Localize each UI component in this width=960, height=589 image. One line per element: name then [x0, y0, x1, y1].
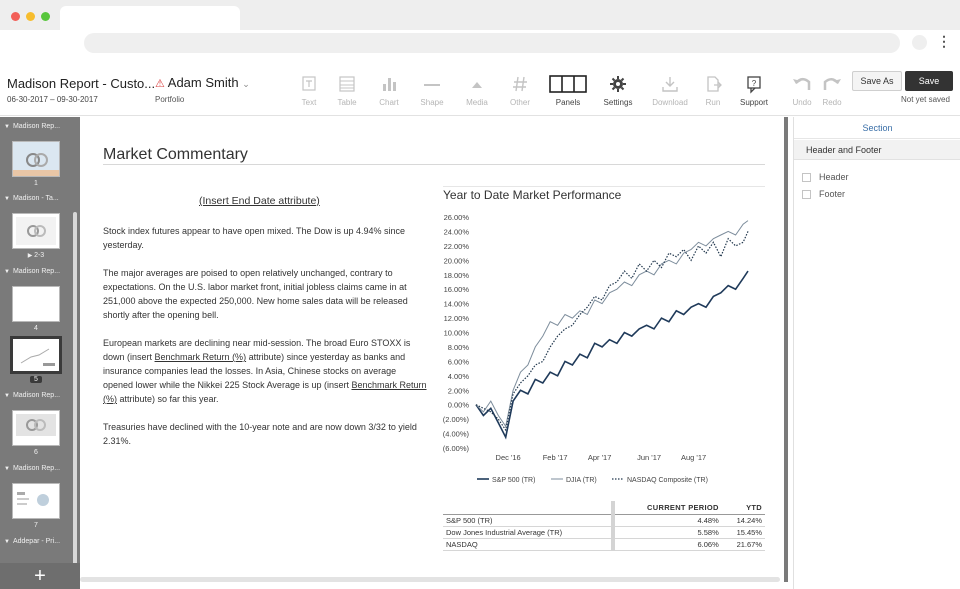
sidebar-section-label: Madison Rep... [12, 268, 61, 275]
end-date-attribute[interactable]: (Insert End Date attribute) [199, 195, 320, 207]
run-icon [704, 74, 722, 94]
canvas-horizontal-scrollbar[interactable] [80, 577, 780, 582]
benchmark-return-attribute[interactable]: Benchmark Return (%) [103, 380, 427, 404]
sidebar-section-4[interactable] [4, 392, 60, 399]
benchmark-return-attribute[interactable]: Benchmark Return (%) [154, 352, 247, 362]
sidebar-scrollbar[interactable] [73, 212, 77, 572]
panels-tool-label: Panels [555, 98, 581, 107]
sidebar-section-3[interactable] [4, 268, 60, 275]
save-status: Not yet saved [901, 95, 950, 104]
legend-label: S&P 500 (TR) [492, 477, 536, 484]
y-tick-label: 6.00% [447, 357, 469, 367]
page-thumbnail-6[interactable] [12, 410, 60, 446]
redo-button[interactable] [810, 74, 854, 107]
page-number [0, 252, 72, 259]
y-tick-label: 22.00% [443, 241, 469, 251]
panels-icon [549, 74, 587, 94]
header-option[interactable] [802, 172, 849, 182]
page-number: 1 [34, 180, 38, 187]
redo-icon [821, 74, 843, 94]
page-number-value: 2-3 [34, 252, 45, 259]
warning-icon: ⚠ [155, 78, 165, 90]
text-icon [300, 74, 318, 94]
footer-checkbox[interactable] [802, 190, 811, 199]
footer-option-label: Footer [819, 189, 846, 199]
media-icon [468, 74, 486, 94]
paragraph-text: European markets are declining near mid-session. The broad Euro STOXX is down (insert [103, 338, 411, 362]
page-number: 4 [34, 325, 38, 332]
series-line-1 [476, 271, 748, 437]
chevron-down-icon: ⌄ [242, 79, 250, 89]
page-thumbnail-1[interactable] [12, 141, 60, 177]
hash-icon [511, 74, 529, 94]
sidebar-section-6[interactable] [4, 538, 60, 545]
sidebar-section-label: Madison Rep... [12, 465, 61, 472]
save-as-button[interactable]: Save As [852, 71, 902, 91]
page-thumbnail-4[interactable] [12, 286, 60, 322]
y-tick-label: 24.00% [443, 227, 469, 237]
sidebar-section-label: Madison Rep... [12, 392, 61, 399]
add-page-button[interactable]: + [0, 563, 80, 589]
maximize-window-icon[interactable] [41, 12, 50, 21]
caret-down-icon: ▼ [4, 393, 10, 399]
run-tool-label: Run [705, 98, 721, 107]
y-tick-label: 10.00% [443, 328, 469, 338]
ytd-performance-chart[interactable] [440, 206, 765, 491]
column-header: CURRENT PERIOD [615, 501, 722, 515]
y-tick-label: 20.00% [443, 256, 469, 266]
support-tool-label: Support [739, 98, 769, 107]
redo-label: Redo [822, 98, 842, 107]
svg-text:?: ? [751, 79, 757, 88]
thumbnail-image [13, 484, 59, 518]
shape-tool-label: Shape [420, 98, 444, 107]
support-tool-button[interactable] [732, 74, 776, 107]
gear-icon [609, 74, 627, 94]
owner-selector[interactable] [155, 75, 250, 90]
date-separator: – [50, 95, 55, 104]
table-icon [338, 74, 356, 94]
download-tool-button[interactable] [648, 74, 692, 107]
shape-tool-button[interactable] [410, 74, 454, 107]
caret-right-icon: ▶ [27, 253, 35, 259]
table-cell: Dow Jones Industrial Average (TR) [443, 527, 611, 539]
x-tick-label: Jun '17 [637, 453, 662, 462]
other-tool-button[interactable] [498, 74, 542, 107]
table-header-row [443, 501, 765, 515]
title-divider [103, 164, 765, 165]
y-tick-label: (2.00%) [442, 415, 469, 425]
thumbnail-image [13, 214, 59, 248]
paragraph-treasuries[interactable]: Treasuries have declined with the 10-year note and are now down 3/32 to yield 2.31%. [103, 422, 417, 446]
table-cell: 4.48% [615, 515, 722, 527]
date-end: 09-30-2017 [56, 95, 98, 104]
x-tick-label: Aug '17 [680, 453, 707, 462]
sidebar-section-label: Addepar - Pri... [12, 538, 61, 545]
media-tool-button[interactable] [455, 74, 499, 107]
tab-section[interactable]: Section [794, 117, 960, 139]
profile-icon[interactable] [912, 35, 927, 50]
performance-table [443, 501, 765, 551]
sidebar-section-label: Madison - Ta... [12, 195, 59, 202]
table-cell: 5.58% [615, 527, 722, 539]
minimize-window-icon[interactable] [26, 12, 35, 21]
table-cell: 14.24% [722, 515, 765, 527]
report-date-range[interactable] [7, 95, 98, 104]
browser-toolbar [0, 30, 960, 60]
y-tick-label: 16.00% [443, 285, 469, 295]
properties-panel [793, 117, 960, 589]
table-tool-button[interactable] [325, 74, 369, 107]
settings-tool-label: Settings [603, 98, 633, 107]
sidebar-section-5[interactable] [4, 465, 60, 472]
sidebar-section-label: Madison Rep... [12, 123, 61, 130]
chart-tool-button[interactable] [367, 74, 411, 107]
pages-sidebar [0, 117, 80, 589]
table-cell: 15.45% [722, 527, 765, 539]
page-number-selected [0, 376, 72, 383]
column-header [443, 501, 611, 515]
y-tick-label: 0.00% [447, 400, 469, 410]
series-line-3 [476, 231, 748, 430]
legend-label: DJIA (TR) [566, 477, 597, 484]
y-tick-label: (4.00%) [442, 429, 469, 439]
caret-down-icon: ▼ [4, 196, 10, 202]
caret-down-icon: ▼ [4, 539, 10, 545]
text-tool-label: Text [301, 98, 317, 107]
y-tick-label: 8.00% [447, 342, 469, 352]
other-tool-label: Other [509, 98, 530, 107]
y-tick-label: 4.00% [447, 371, 469, 381]
thumbnail-image [13, 411, 59, 445]
caret-down-icon: ▼ [4, 124, 10, 130]
page-number: 6 [34, 449, 38, 456]
legend-label: NASDAQ Composite (TR) [627, 477, 708, 484]
page-thumbnail-5-selected[interactable] [10, 336, 62, 374]
paragraph-averages[interactable]: The major averages are poised to open relatively unchanged, contrary to expectations. On the U.S. labor market front, initial jobless claims came in at 251,000 above the expected 250,000. New home sales data will be released shortly after the opening bell. [103, 268, 408, 320]
table-row [443, 527, 765, 539]
page-title[interactable]: Market Commentary [103, 146, 248, 163]
y-tick-label: (6.00%) [442, 444, 469, 453]
y-tick-label: 12.00% [443, 314, 469, 324]
y-tick-label: 26.00% [443, 213, 469, 222]
settings-tool-button[interactable] [596, 74, 640, 107]
caret-down-icon: ▼ [4, 466, 10, 472]
sidebar-section-2[interactable] [4, 195, 59, 202]
table-row [443, 515, 765, 527]
header-checkbox[interactable] [802, 173, 811, 182]
run-tool-button[interactable] [691, 74, 735, 107]
page-number-value: 5 [30, 376, 42, 383]
x-tick-label: Feb '17 [542, 453, 568, 462]
thumbnail-image [13, 339, 59, 371]
save-button[interactable]: Save [905, 71, 953, 91]
panels-tool-button[interactable] [546, 74, 590, 107]
table-cell: 21.67% [722, 539, 765, 551]
owner-type: Portfolio [155, 95, 185, 104]
y-tick-label: 2.00% [447, 386, 469, 396]
table-cell: NASDAQ [443, 539, 611, 551]
browser-tab[interactable] [60, 6, 240, 30]
thumbnail-image [13, 142, 59, 176]
table-cell: S&P 500 (TR) [443, 515, 611, 527]
chart-title: Year to Date Market Performance [443, 188, 622, 202]
header-option-label: Header [819, 172, 849, 182]
chart-tool-label: Chart [379, 98, 399, 107]
sidebar-section-1[interactable] [4, 123, 60, 130]
footer-option[interactable] [802, 189, 845, 199]
download-tool-label: Download [652, 98, 688, 107]
media-tool-label: Media [466, 98, 488, 107]
table-cell: 6.06% [615, 539, 722, 551]
owner-name: Adam Smith [167, 75, 239, 90]
app-header [0, 60, 960, 116]
support-icon [745, 74, 763, 94]
undo-label: Undo [792, 98, 812, 107]
download-icon [661, 74, 679, 94]
report-title[interactable]: Madison Report - Custo... [7, 76, 156, 91]
paragraph-dow[interactable]: Stock index futures appear to have open mixed. The Dow is up 4.94% since yesterday. [103, 226, 406, 250]
y-tick-label: 14.00% [443, 299, 469, 309]
caret-down-icon: ▼ [4, 269, 10, 275]
browser-tab-strip [0, 0, 960, 30]
paragraph-text: attribute) since yesterday as banks and insurance companies lead the losses. In Asia, Chinese stocks on average opened lower while the Nikkei 225 Stock Average is up (insert [103, 352, 406, 390]
close-window-icon[interactable] [11, 12, 20, 21]
page-thumbnail-7[interactable] [12, 483, 60, 519]
browser-menu-icon[interactable]: ⋮ [937, 33, 951, 49]
page-number: 7 [34, 522, 38, 529]
y-tick-label: 18.00% [443, 270, 469, 280]
table-tool-label: Table [337, 98, 357, 107]
x-tick-label: Dec '16 [495, 453, 521, 462]
table-row [443, 539, 765, 551]
x-tick-label: Apr '17 [587, 453, 612, 462]
chart-icon [380, 74, 398, 94]
paragraph-text: attribute) so far this year. [117, 394, 219, 404]
page-thumbnail-2[interactable] [12, 213, 60, 249]
header-footer-section-title: Header and Footer [794, 140, 960, 160]
column-header: YTD [722, 501, 765, 515]
date-start: 06-30-2017 [7, 95, 48, 104]
paragraph-european[interactable] [103, 336, 427, 406]
address-bar[interactable] [84, 33, 900, 53]
shape-icon [423, 74, 441, 94]
chart-divider [443, 186, 765, 187]
